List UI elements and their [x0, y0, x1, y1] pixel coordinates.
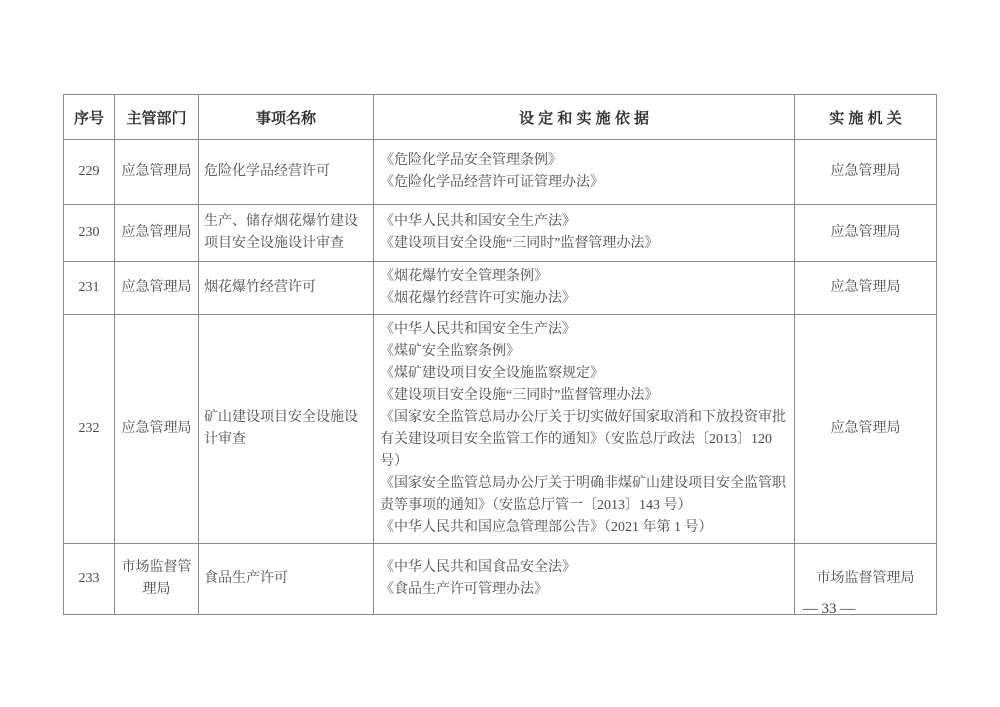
page-number: — 33 —	[802, 601, 856, 617]
department-cell: 市场监督管理局	[115, 544, 199, 615]
basis-cell	[374, 262, 795, 315]
item-name-cell: 矿山建设项目安全设施设计审查	[199, 315, 374, 544]
item-name-cell: 危险化学品经营许可	[199, 140, 374, 205]
basis-line: 《烟花爆竹经营许可实施办法》	[380, 291, 576, 306]
department-cell: 应急管理局	[115, 140, 199, 205]
agency-cell: 应急管理局	[795, 205, 937, 262]
table-row	[64, 140, 937, 205]
row-number-cell: 233	[64, 544, 115, 615]
row-number-cell: 231	[64, 262, 115, 315]
agency-cell: 应急管理局	[795, 140, 937, 205]
basis-line: 《建设项目安全设施“三同时”监督管理办法》	[380, 236, 659, 251]
basis-cell	[374, 140, 795, 205]
basis-line: 《煤矿建设项目安全设施监察规定》	[380, 366, 604, 381]
basis-line: 《烟花爆竹安全管理条例》	[380, 269, 548, 284]
row-number-cell: 229	[64, 140, 115, 205]
table-row	[64, 315, 937, 544]
agency-cell: 应急管理局	[795, 262, 937, 315]
basis-line: 《国家安全监管总局办公厅关于明确非煤矿山建设项目安全监管职责等事项的通知》（安监总厅管一〔2013〕143 号）	[380, 476, 786, 513]
licensing-items-table	[63, 94, 937, 615]
basis-line: 《国家安全监管总局办公厅关于切实做好国家取消和下放投资审批有关建设项目安全监管工作的通知》（安监总厅政法〔2013〕120 号）	[380, 410, 786, 469]
department-cell: 应急管理局	[115, 262, 199, 315]
item-name-cell: 烟花爆竹经营许可	[199, 262, 374, 315]
header-implementing-agency: 实 施 机 关	[795, 95, 937, 140]
basis-line: 《中华人民共和国应急管理部公告》（2021 年第 1 号）	[380, 520, 713, 535]
basis-line: 《中华人民共和国安全生产法》	[380, 322, 576, 337]
basis-cell	[374, 315, 795, 544]
row-number-cell: 232	[64, 315, 115, 544]
department-cell: 应急管理局	[115, 205, 199, 262]
basis-line: 《中华人民共和国安全生产法》	[380, 214, 576, 229]
agency-cell: 市场监督管理局	[795, 544, 937, 615]
table-header-row	[64, 95, 937, 140]
item-name-cell: 食品生产许可	[199, 544, 374, 615]
basis-line: 《危险化学品安全管理条例》	[380, 153, 562, 168]
header-department: 主管部门	[115, 95, 199, 140]
basis-line: 《危险化学品经营许可证管理办法》	[380, 175, 604, 190]
item-name-cell: 生产、储存烟花爆竹建设项目安全设施设计审查	[199, 205, 374, 262]
department-cell: 应急管理局	[115, 315, 199, 544]
row-number-cell: 230	[64, 205, 115, 262]
agency-cell: 应急管理局	[795, 315, 937, 544]
basis-line: 《煤矿安全监察条例》	[380, 344, 520, 359]
basis-line: 《食品生产许可管理办法》	[380, 582, 548, 597]
basis-line: 《中华人民共和国食品安全法》	[380, 560, 576, 575]
basis-cell	[374, 544, 795, 615]
header-basis: 设 定 和 实 施 依 据	[374, 95, 795, 140]
table-row	[64, 205, 937, 262]
table-row	[64, 262, 937, 315]
header-serial-number: 序号	[64, 95, 115, 140]
basis-cell	[374, 205, 795, 262]
basis-line: 《建设项目安全设施“三同时”监督管理办法》	[380, 388, 659, 403]
header-item-name: 事项名称	[199, 95, 374, 140]
